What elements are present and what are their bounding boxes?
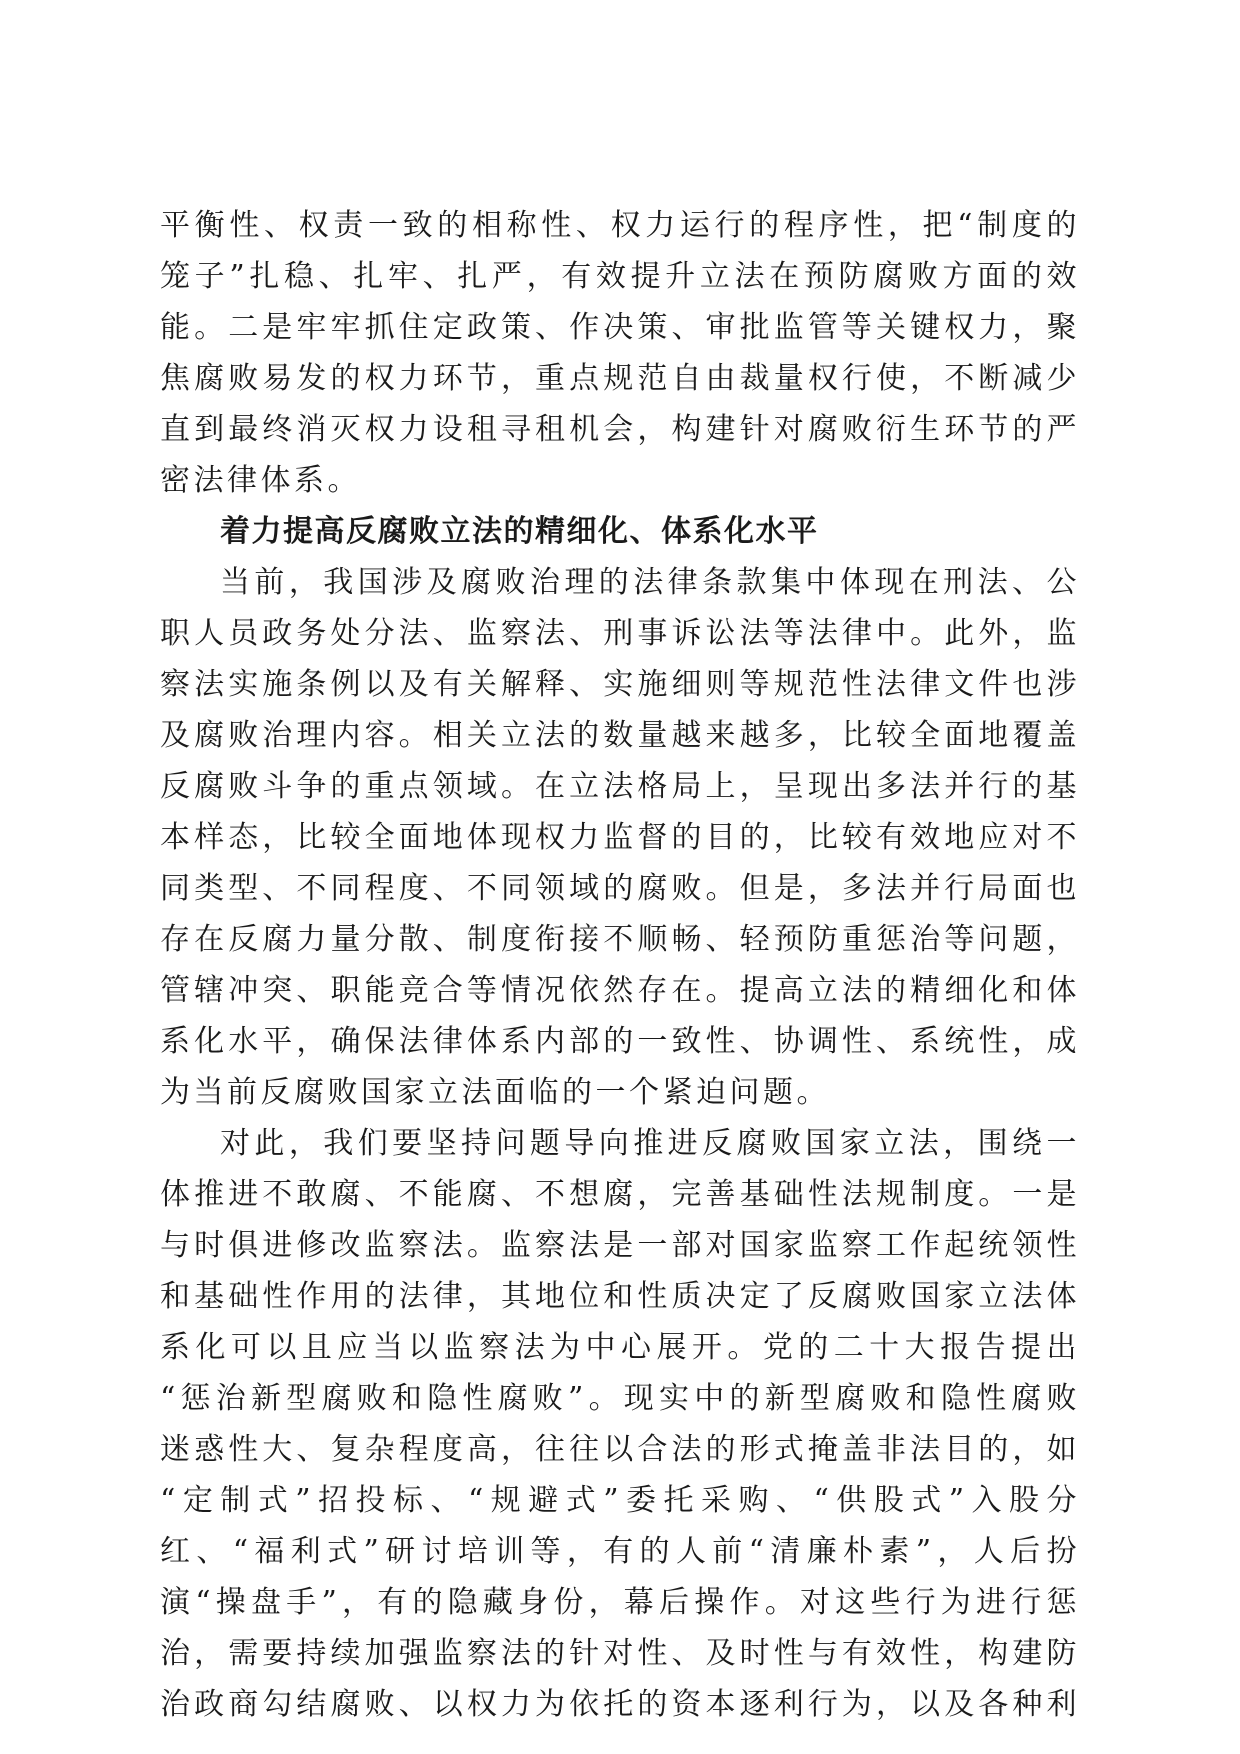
text-line: 治政商勾结腐败、以权力为依托的资本逐利行为，以及各种利 — [160, 1687, 1080, 1722]
text-line: 为当前反腐败国家立法面临的一个紧迫问题。 — [160, 1075, 830, 1110]
text-line: 系化可以且应当以监察法为中心展开。党的二十大报告提出 — [160, 1330, 1080, 1365]
text-line: 密法律体系。 — [160, 463, 361, 498]
text-line: 管辖冲突、职能竞合等情况依然存在。提高立法的精细化和体 — [160, 973, 1080, 1008]
text-line: “惩治新型腐败和隐性腐败”。现实中的新型腐败和隐性腐败 — [160, 1381, 1080, 1416]
text-line: 与时俱进修改监察法。监察法是一部对国家监察工作起统领性 — [160, 1228, 1080, 1263]
text-line: 演“操盘手”，有的隐藏身份，幕后操作。对这些行为进行惩 — [160, 1585, 1080, 1620]
paragraph-first-line: 当前，我国涉及腐败治理的法律条款集中体现在刑法、公 — [220, 565, 1080, 600]
text-line: 直到最终消灭权力设租寻租机会，构建针对腐败衍生环节的严 — [160, 412, 1080, 447]
text-line: 焦腐败易发的权力环节，重点规范自由裁量权行使，不断减少 — [160, 361, 1080, 396]
paragraph-first-line: 对此，我们要坚持问题导向推进反腐败国家立法，围绕一 — [220, 1126, 1080, 1161]
text-line: 和基础性作用的法律，其地位和性质决定了反腐败国家立法体 — [160, 1279, 1080, 1314]
text-line: 笼子”扎稳、扎牢、扎严，有效提升立法在预防腐败方面的效 — [160, 259, 1080, 294]
text-line: 迷惑性大、复杂程度高，往往以合法的形式掩盖非法目的，如 — [160, 1432, 1080, 1467]
text-line: 红、“福利式”研讨培训等，有的人前“清廉朴素”，人后扮 — [160, 1534, 1080, 1569]
text-line: 平衡性、权责一致的相称性、权力运行的程序性，把“制度的 — [160, 208, 1080, 243]
text-line: 本样态，比较全面地体现权力监督的目的，比较有效地应对不 — [160, 820, 1080, 855]
text-line: 及腐败治理内容。相关立法的数量越来越多，比较全面地覆盖 — [160, 718, 1080, 753]
text-line: 反腐败斗争的重点领域。在立法格局上，呈现出多法并行的基 — [160, 769, 1080, 804]
section-heading: 着力提高反腐败立法的精细化、体系化水平 — [220, 514, 819, 549]
text-line: 治，需要持续加强监察法的针对性、及时性与有效性，构建防 — [160, 1636, 1080, 1671]
text-line: 体推进不敢腐、不能腐、不想腐，完善基础性法规制度。一是 — [160, 1177, 1080, 1212]
text-line: 职人员政务处分法、监察法、刑事诉讼法等法律中。此外，监 — [160, 616, 1080, 651]
text-line: “定制式”招投标、“规避式”委托采购、“供股式”入股分 — [160, 1483, 1080, 1518]
text-line: 察法实施条例以及有关解释、实施细则等规范性法律文件也涉 — [160, 667, 1080, 702]
text-line: 存在反腐力量分散、制度衔接不顺畅、轻预防重惩治等问题， — [160, 922, 1080, 957]
text-line: 同类型、不同程度、不同领域的腐败。但是，多法并行局面也 — [160, 871, 1080, 906]
text-line: 系化水平，确保法律体系内部的一致性、协调性、系统性，成 — [160, 1024, 1080, 1059]
document-body — [160, 200, 1080, 1730]
text-line: 能。二是牢牢抓住定政策、作决策、审批监管等关键权力，聚 — [160, 310, 1080, 345]
